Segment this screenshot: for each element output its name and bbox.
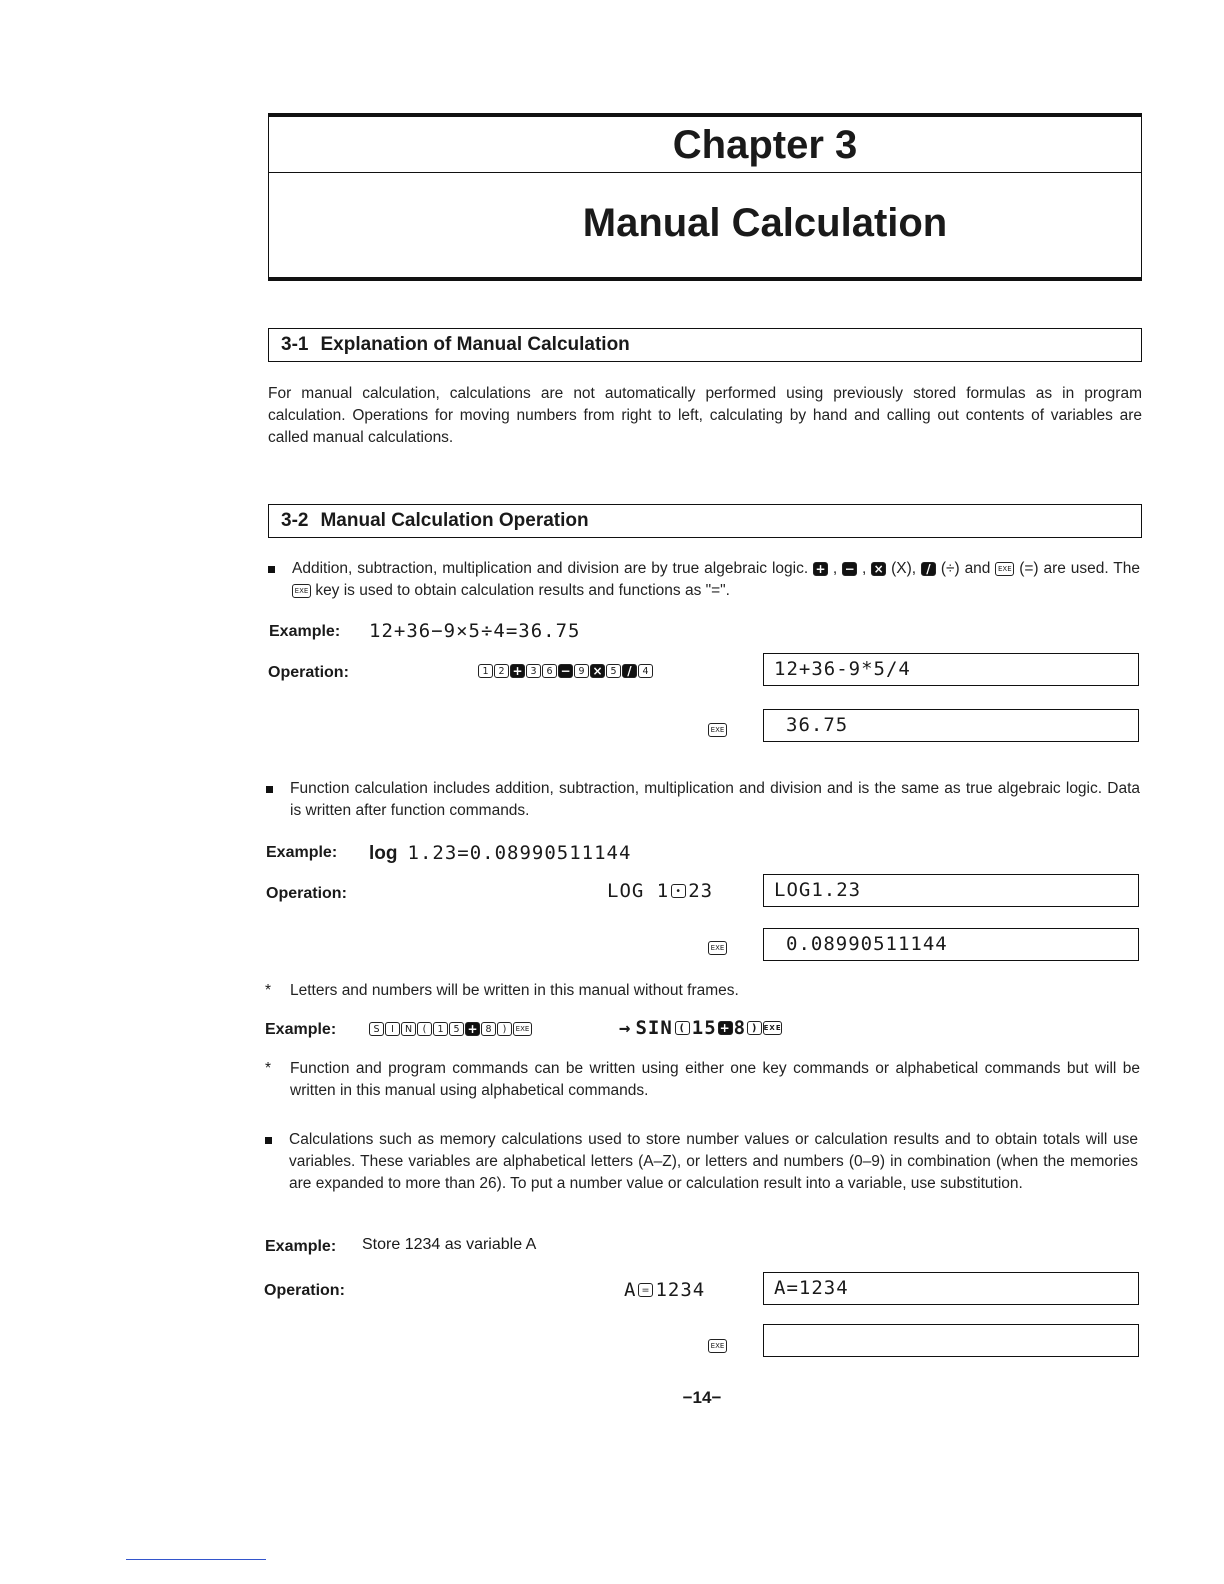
section-header-3-1 <box>268 328 1142 362</box>
example-4-operation <box>624 1279 705 1301</box>
bullet-icon <box>266 786 273 793</box>
divide-note: (÷) <box>940 560 960 577</box>
asterisk-icon: * <box>265 1060 272 1077</box>
op-prefix: A <box>624 1279 637 1301</box>
key-icon: 1 <box>478 664 493 678</box>
example-1-key-sequence <box>478 664 653 678</box>
plain-mid: 15 <box>691 1017 717 1039</box>
key-icon: N <box>401 1022 416 1036</box>
asterisk-icon: * <box>265 982 272 999</box>
key-icon: 8 <box>481 1022 496 1036</box>
example-label: Example: <box>265 1238 337 1255</box>
bullet-1-text: Addition, subtraction, multiplication and division are by true algebraic logic. <box>292 560 809 577</box>
multiply-key-icon: × <box>871 562 886 576</box>
plain-mid2: 8 <box>733 1017 747 1039</box>
section-header-3-2 <box>268 504 1142 538</box>
chapter-header <box>268 113 1142 281</box>
key-icon: 4 <box>638 664 653 678</box>
log-text: log <box>369 843 398 864</box>
display-panel: 0.08990511144 <box>763 928 1139 961</box>
minus-key-icon: − <box>842 562 857 576</box>
footer-rule <box>126 1559 266 1560</box>
open-paren-key-icon: ( <box>675 1021 690 1035</box>
key-icon: + <box>465 1022 480 1036</box>
arrow-icon: → <box>619 1017 632 1039</box>
exe-key-icon: EXE <box>995 562 1014 576</box>
example-1-expression: 12+36−9×5÷4=36.75 <box>369 620 581 642</box>
display-panel: A=1234 <box>763 1272 1139 1305</box>
exe-key-icon: EXE <box>708 1339 727 1353</box>
section-title: Explanation of Manual Calculation <box>320 334 630 355</box>
operation-label: Operation: <box>268 664 349 681</box>
op-suffix: 1234 <box>655 1279 706 1301</box>
section-title: Manual Calculation Operation <box>320 510 589 531</box>
note-2: Function and program commands can be written using either one key commands or alphabetical commands but will be written in this manual using alphabetical commands. <box>290 1060 1140 1099</box>
operation-label: Operation: <box>264 1282 345 1299</box>
key-icon: ) <box>497 1022 512 1036</box>
key-icon: / <box>622 664 637 678</box>
key-icon: EXE <box>513 1022 532 1036</box>
display-panel: LOG1.23 <box>763 874 1139 907</box>
example-label: Example: <box>266 844 338 861</box>
example-4-description: Store 1234 as variable A <box>362 1236 537 1253</box>
bullet-1-and: and <box>964 560 991 577</box>
bullet-2: Function calculation includes addition, subtraction, multiplication and division and is the same as true algebraic logic. Data is written after function commands. <box>290 780 1140 819</box>
log-expression: 1.23=0.08990511144 <box>407 842 632 864</box>
key-icon: 5 <box>449 1022 464 1036</box>
key-icon: 3 <box>526 664 541 678</box>
example-label: Example: <box>265 1021 337 1038</box>
key-icon: ( <box>417 1022 432 1036</box>
exe-key-icon: EXE <box>763 1021 782 1035</box>
section-3-1-text: For manual calculation, calculations are not automatically performed using previously stored formulas as in program calculation. Operations for moving numbers from right to left, calculating by hand and calling out contents of variables are called manual calculations. <box>268 385 1142 446</box>
decimal-key-icon: • <box>671 884 686 898</box>
equals-note: (=) are used. The <box>1019 560 1140 577</box>
operation-label: Operation: <box>266 885 347 902</box>
plus-key-icon: + <box>719 1021 731 1035</box>
op-suffix: 23 <box>688 880 714 902</box>
bullet-1-text-end: key is used to obtain calculation results and functions as "=". <box>315 582 730 599</box>
chapter-divider <box>269 172 1141 173</box>
close-paren-key-icon: ) <box>747 1021 762 1035</box>
key-icon: 5 <box>606 664 621 678</box>
plain-prefix: SIN <box>635 1017 673 1039</box>
key-icon: 2 <box>494 664 509 678</box>
note-1: Letters and numbers will be written in this manual without frames. <box>290 982 739 999</box>
example-2-operation <box>607 880 713 902</box>
display-panel: 36.75 <box>763 709 1139 742</box>
exe-key-icon: EXE <box>708 723 727 737</box>
example-3-key-sequence <box>369 1022 532 1036</box>
plus-key-icon: + <box>813 562 828 576</box>
key-icon: 9 <box>574 664 589 678</box>
key-icon: S <box>369 1022 384 1036</box>
exe-key-icon: EXE <box>708 941 727 955</box>
key-icon: + <box>510 664 525 678</box>
display-panel: 12+36-9*5/4 <box>763 653 1139 686</box>
op-prefix: LOG 1 <box>607 880 670 902</box>
key-icon: 6 <box>542 664 557 678</box>
section-number: 3-2 <box>281 510 309 531</box>
equals-key-icon: = <box>638 1283 653 1297</box>
key-icon: − <box>558 664 573 678</box>
bullet-1: Addition, subtraction, multiplication and division are by true algebraic logic. + , − , × (X), / (÷) and EXE (=) are used. The EXE key is used to obtain calculation results and functions as "=". <box>292 560 1140 599</box>
section-number: 3-1 <box>281 334 309 355</box>
divide-key-icon: / <box>921 562 936 576</box>
multiply-note: (X), <box>891 560 917 577</box>
example-3-plain <box>619 1017 782 1039</box>
bullet-icon <box>268 566 275 573</box>
display-panel <box>763 1324 1139 1357</box>
page-number: −14− <box>682 1388 722 1407</box>
exe-key-icon: EXE <box>292 584 311 598</box>
bullet-3: Calculations such as memory calculations used to store number values or calculation results and to obtain totals will use variables. These variables are alphabetical letters (A–Z), or letters and numbers (0–9) in combination (when the memories are expanded to more than 26). To put a number value or calculation result into a variable, use substitution. <box>289 1131 1138 1192</box>
key-icon: I <box>385 1022 400 1036</box>
chapter-number: Chapter 3 <box>672 123 858 167</box>
key-icon: 1 <box>433 1022 448 1036</box>
chapter-title: Manual Calculation <box>582 201 948 245</box>
bullet-icon <box>265 1137 272 1144</box>
example-label: Example: <box>269 623 341 640</box>
key-icon: × <box>590 664 605 678</box>
example-2-expression <box>369 842 631 865</box>
